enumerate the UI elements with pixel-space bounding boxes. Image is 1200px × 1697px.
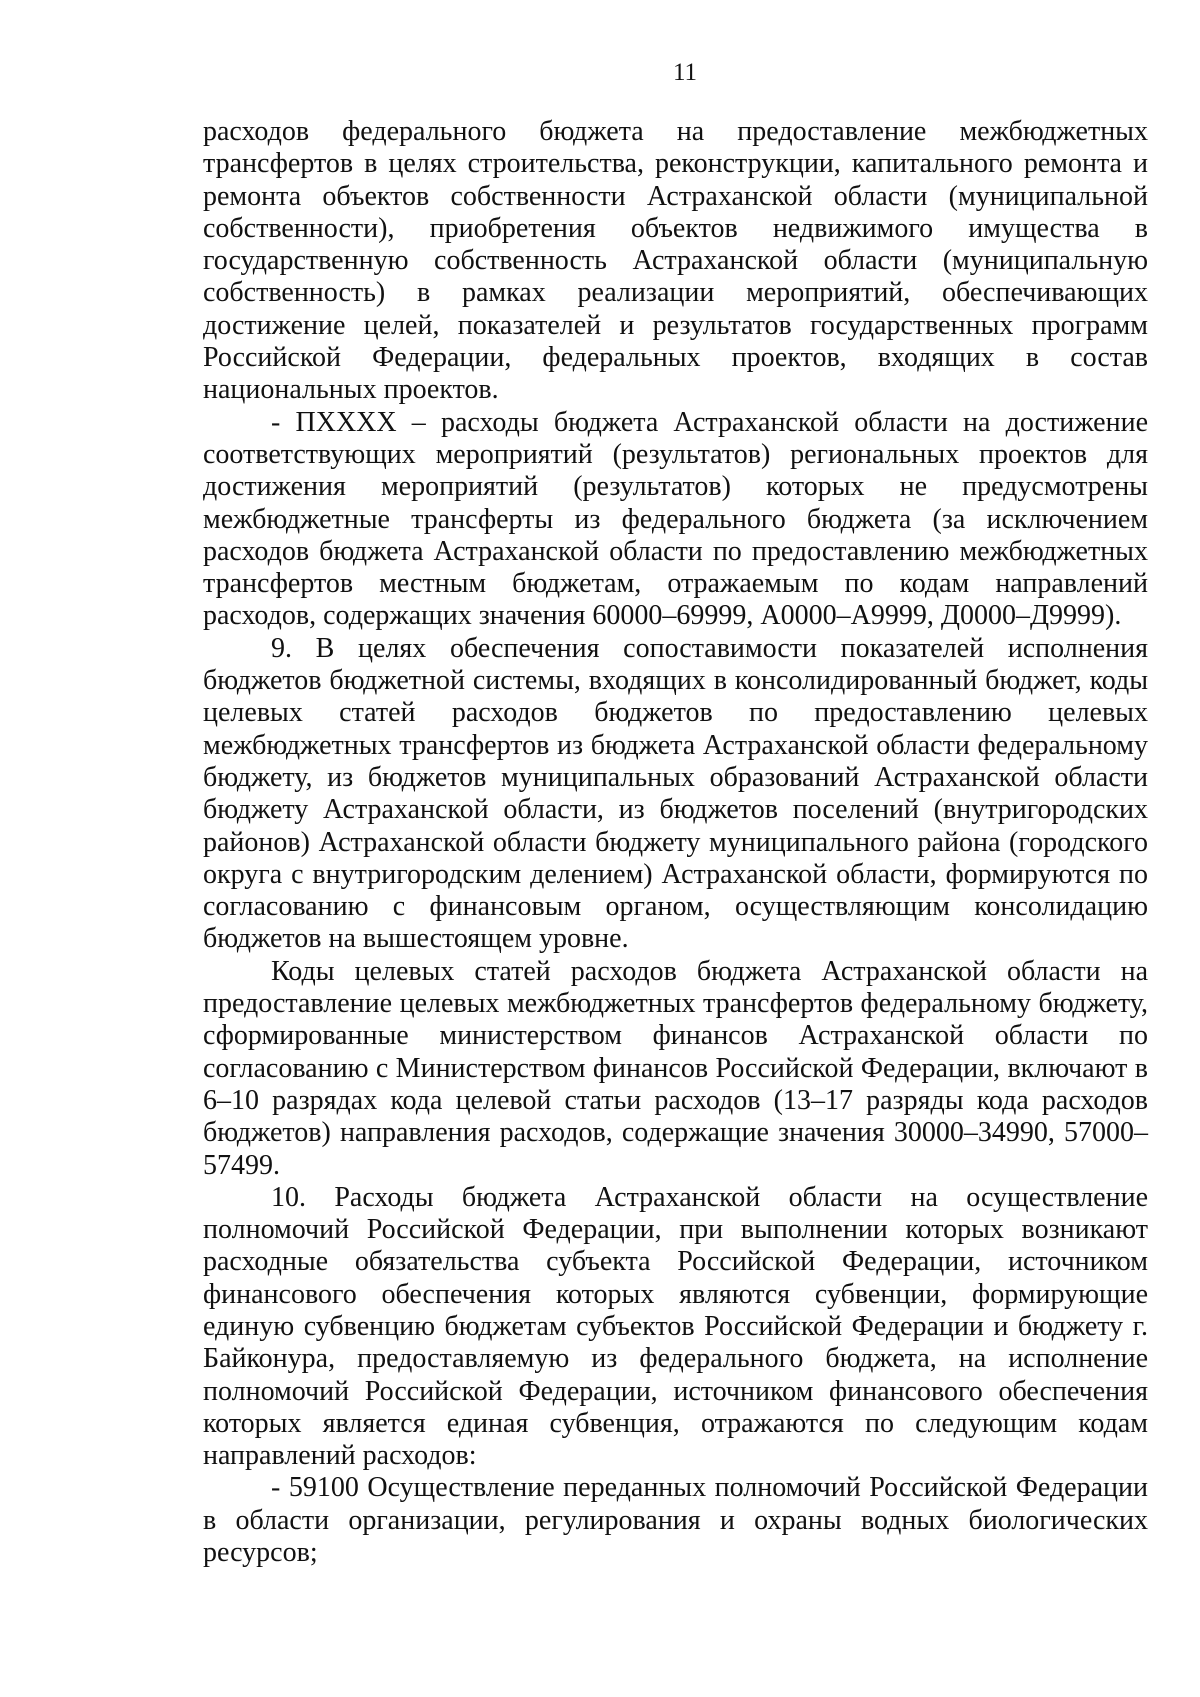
paragraph-code-59100: - 59100 Осуществление переданных полномочий Российской Федерации в области организации, регулирования и охраны водных биологических ресурсов; — [203, 1472, 1148, 1569]
document-body — [203, 116, 1148, 1569]
paragraph-item-9: 9. В целях обеспечения сопоставимости показателей исполнения бюджетов бюджетной системы, входящих в консолидированный бюджет, коды целевых статей расходов бюджетов по предоставлению целевых межбюджетных трансфертов из бюджета Астраханской области федеральному бюджету, из бюджетов муниципальных образований Астраханской области бюджету Астраханской области, из бюджетов поселений (внутригородских районов) Астраханской области бюджету муниципального района (городского округа с внутригородским делением) Астраханской области, формируются по согласованию с финансовым органом, осуществляющим консолидацию бюджетов на вышестоящем уровне. — [203, 632, 1148, 955]
paragraph-target-article-codes: Коды целевых статей расходов бюджета Астраханской области на предоставление целевых межбюджетных трансфертов федеральному бюджету, сформированные министерством финансов Астраханской области по согласованию с Министерством финансов Российской Федерации, включают в 6–10 разрядах кода целевой статьи расходов (13–17 разряды кода расходов бюджетов) направления расходов, содержащие значения 30000–34990, 57000–57499. — [203, 955, 1148, 1181]
paragraph-item-10: 10. Расходы бюджета Астраханской области на осуществление полномочий Российской Федерации, при выполнении которых возникают расходные обязательства субъекта Российской Федерации, источником финансового обеспечения которых являются субвенции, формирующие единую субвенцию бюджетам субъектов Российской Федерации и бюджету г. Байконура, предоставляемую из федерального бюджета, на исполнение полномочий Российской Федерации, источником финансового обеспечения которых является единая субвенция, отражаются по следующим кодам направлений расходов: — [203, 1181, 1148, 1472]
paragraph-federal-transfers-continuation: расходов федерального бюджета на предоставление межбюджетных трансфертов в целях строительства, реконструкции, капитального ремонта и ремонта объектов собственности Астраханской области (муниципальной собственности), приобретения объектов недвижимого имущества в государственную собственность Астраханской области (муниципальную собственность) в рамках реализации мероприятий, обеспечивающих достижение целей, показателей и результатов государственных программ Российской Федерации, федеральных проектов, входящих в состав национальных проектов. — [203, 116, 1148, 406]
page-number: 11 — [672, 59, 698, 86]
paragraph-pxxxx-code: - ПХХХХ – расходы бюджета Астраханской области на достижение соответствующих мероприятий (результатов) региональных проектов для достижения мероприятий (результатов) которых не предусмотрены межбюджетные трансферты из федерального бюджета (за исключением расходов бюджета Астраханской области по предоставлению межбюджетных трансфертов местным бюджетам, отражаемым по кодам направлений расходов, содержащих значения 60000–69999, А0000–А9999, Д0000–Д9999). — [203, 406, 1148, 632]
